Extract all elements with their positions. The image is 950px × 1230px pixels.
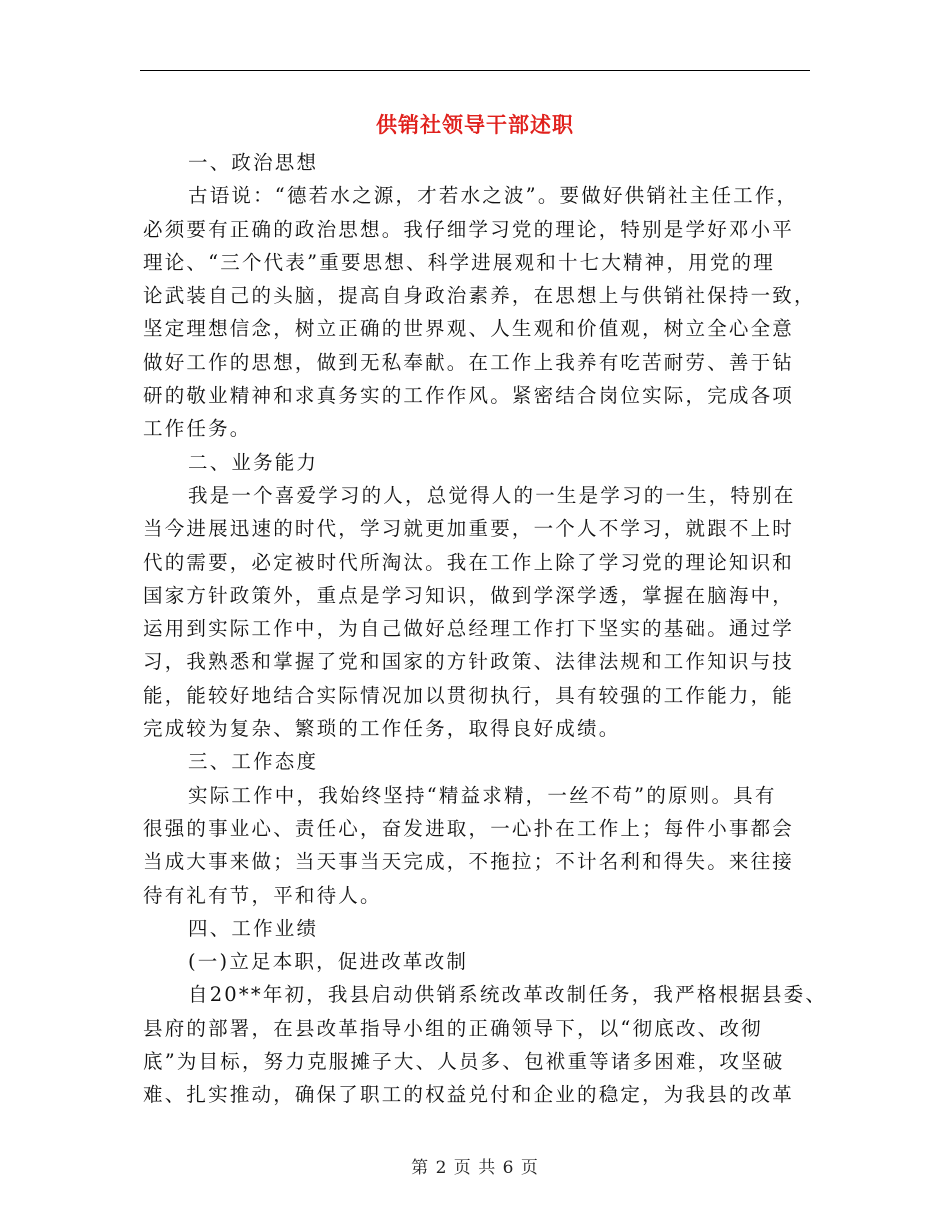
text-line: 很强的事业心、责任心，奋发进取，一心扑在工作上；每件小事都会 [143,816,795,840]
text-line: 古语说：“德若水之源，才若水之波”。要做好供销社主任工作， [188,184,799,208]
text-line: 底”为目标，努力克服摊子大、人员多、包袱重等诸多困难，攻坚破 [143,1050,785,1074]
text-line: 能，能较好地结合实际情况加以贯彻执行，具有较强的工作能力，能 [143,683,795,707]
text-line: 国家方针政策外，重点是学习知识，做到学深学透，掌握在脑海中， [143,583,795,607]
text-line: 我是一个喜爱学习的人，总觉得人的一生是学习的一生，特别在 [188,483,796,507]
text-line: 运用到实际工作中，为自己做好总经理工作打下坚实的基础。通过学 [143,617,795,641]
text-line: 完成较为复杂、繁琐的工作任务，取得良好成绩。 [143,717,621,741]
text-line: 难、扎实推动，确保了职工的权益兑付和企业的稳定，为我县的改革 [143,1083,795,1107]
text-line: 工作任务。 [143,417,252,441]
text-line: 二、业务能力 [188,450,319,474]
text-line: 当今进展迅速的时代，学习就更加重要，一个人不学习，就跟不上时 [143,517,795,541]
header-rule [140,70,810,71]
text-line: 必须要有正确的政治思想。我仔细学习党的理论，特别是学好邓小平 [143,217,795,241]
text-line: 四、工作业绩 [188,916,319,940]
text-line: 一、政治思想 [188,151,319,174]
text-line: 习，我熟悉和掌握了党和国家的方针政策、法律法规和工作知识与技 [143,650,795,674]
document-body [143,146,828,1112]
text-line: 待有礼有节，平和待人。 [143,883,382,907]
text-line: 研的敬业精神和求真务实的工作作风。紧密结合岗位实际，完成各项 [143,384,795,408]
document-title: 供销社领导干部述职 [376,113,574,137]
text-line: 坚定理想信念，树立正确的世界观、人生观和价值观，树立全心全意 [143,317,795,341]
text-line: 论武装自己的头脑，提高自身政治素养，在思想上与供销社保持一致， [143,284,816,308]
text-line: 三、工作态度 [188,750,319,774]
text-line: 实际工作中，我始终坚持“精益求精，一丝不苟”的原则。具有 [188,783,777,807]
text-line: 做好工作的思想，做到无私奉献。在工作上我养有吃苦耐劳、善于钻 [143,350,795,374]
page-footer [0,1153,950,1178]
text-line: 县府的部署，在县改革指导小组的正确领导下，以“彻底改、改彻 [143,1016,763,1040]
text-line: (一)立足本职，促进改革改制 [188,950,469,974]
page-number-label: 第 2 页 共 6 页 [411,1158,539,1178]
text-line: 当成大事来做；当天事当天完成，不拖拉；不计名利和得失。来往接 [143,850,795,874]
text-line: 理论、“三个代表”重要思想、科学进展观和十七大精神，用党的理 [143,250,775,274]
text-line: 代的需要，必定被时代所淘汰。我在工作上除了学习党的理论知识和 [143,550,795,574]
text-line: 自20**年初，我县启动供销系统改革改制任务，我严格根据县委、 [188,983,828,1007]
